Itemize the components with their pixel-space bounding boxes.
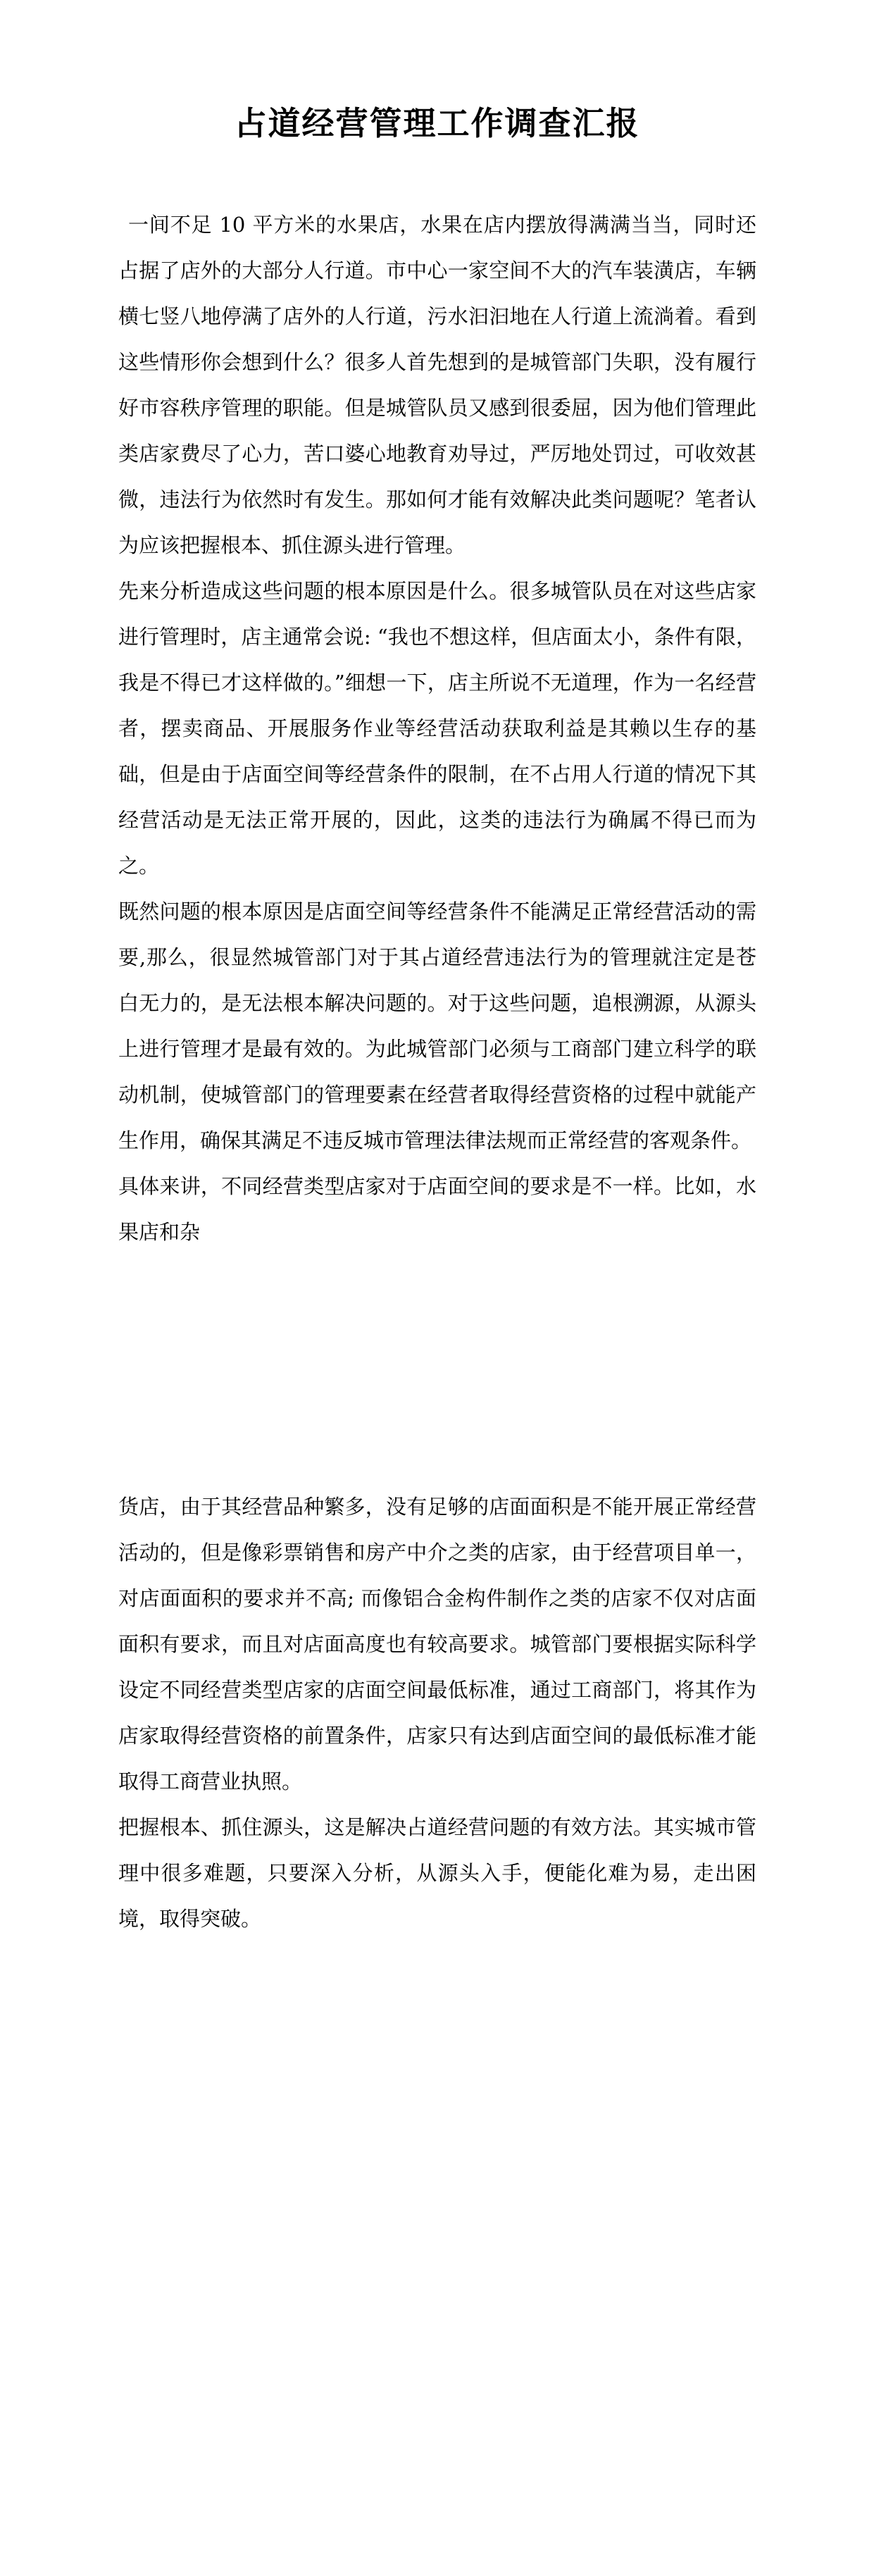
paragraph-cause-analysis: 先来分析造成这些问题的根本原因是什么。很多城管队员在对这些店家进行管理时，店主通常会说: “我也不想这样，但店面太小，条件有限，我是不得已才这样做的。”细想一下，店主所说不无道理，作为一名经营者，摆卖商品、开展服务作业等经营活动获取利益是其赖以生存的基础，但是由于店面空间等经营条件的限制，在不占用人行道的情况下其经营活动是无法正常开展的，因此，这类的违法行为确属不得已而为之。	[118, 579, 756, 878]
paragraph-conclusion: 把握根本、抓住源头，这是解决占道经营问题的有效方法。其实城市管理中很多难题，只要深入分析，从源头入手，便能化难为易，走出困境，取得突破。	[118, 1815, 756, 1931]
paragraph-specifics-page1: 具体来讲，不同经营类型店家对于店面空间的要求是不一样。比如，水果店和杂	[118, 1174, 756, 1245]
bottom-blank-area	[118, 1942, 756, 2576]
document-title: 占道经营管理工作调查汇报	[234, 104, 640, 142]
page-break-gap	[118, 1255, 756, 1484]
paragraph-specifics-page2: 货店，由于其经营品种繁多，没有足够的店面面积是不能开展正常经营活动的，但是像彩票销售和房产中介之类的店家，由于经营项目单一，对店面面积的要求并不高; 而像铝合金构件制作之类的店家不仅对店面面积有要求，而且对店面高度也有较高要求。城管部门要根据实际科学设定不同经营类型店家的店面空间最低标准，通过工商部门，将其作为店家取得经营资格的前置条件，店家只有达到店面空间的最低标准才能取得工商营业执照。	[118, 1495, 756, 1794]
paragraph-intro: 一间不足 10 平方米的水果店，水果在店内摆放得满满当当，同时还占据了店外的大部分人行道。市中心一家空间不大的汽车装潢店，车辆横七竖八地停满了店外的人行道，污水汩汩地在人行道上流淌着。看到这些情形你会想到什么？很多人首先想到的是城管部门失职，没有履行好市容秩序管理的职能。但是城管队员又感到很委屈，因为他们管理此类店家费尽了心力，苦口婆心地教育劝导过，严厉地处罚过，可收效甚微，违法行为依然时有发生。那如何才能有效解决此类问题呢？笔者认为应该把握根本、抓住源头进行管理。	[118, 213, 756, 558]
document-body	[118, 202, 756, 2576]
paragraph-source-management: 既然问题的根本原因是店面空间等经营条件不能满足正常经营活动的需要,那么，很显然城管部门对于其占道经营违法行为的管理就注定是苍白无力的，是无法根本解决问题的。对于这些问题，追根溯源，从源头上进行管理才是最有效的。为此城管部门必须与工商部门建立科学的联动机制，使城管部门的管理要素在经营者取得经营资格的过程中就能产生作用，确保其满足不违反城市管理法律法规而正常经营的客观条件。	[118, 900, 756, 1153]
